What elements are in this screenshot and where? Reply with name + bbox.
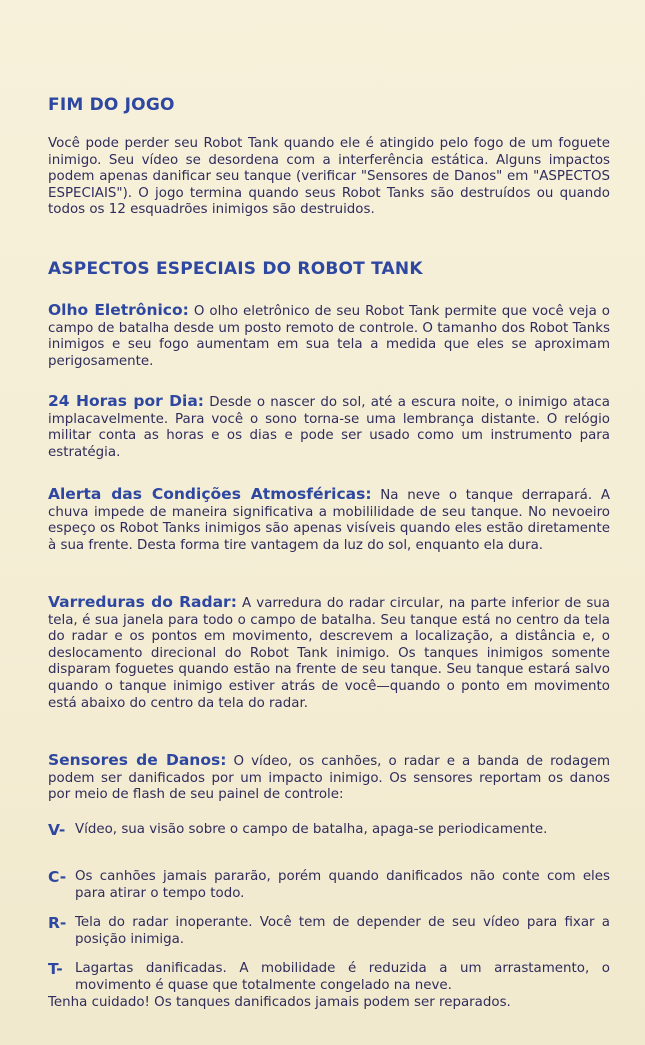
damage-item-letter: T- — [48, 960, 63, 978]
damage-item-text: Tela do radar inoperante. Você tem de depender de seu vídeo para fixar a posição inimiga. — [75, 915, 610, 947]
section-damage-sensors — [48, 752, 610, 804]
section-term: Olho Eletrônico: — [48, 301, 189, 319]
section-radar-sweeps — [48, 594, 610, 712]
damage-item-text: Os canhões jamais pararão, porém quando danificados não conte com eles para atirar o tempo todo. — [75, 869, 610, 901]
special-features-title: ASPECTOS ESPECIAIS DO ROBOT TANK — [48, 259, 423, 279]
section-weather-alert — [48, 486, 610, 554]
section-text: O vídeo, os canhões, o radar e a banda de rodagem podem ser danificados por um impacto inimigo. Os sensores reportam os danos por meio de flash de seu painel de controle: — [48, 754, 610, 803]
closing-warning: Tenha cuidado! Os tanques danificados jamais podem ser reparados. — [48, 995, 511, 1010]
section-text: O olho eletrônico de seu Robot Tank permite que você veja o campo de batalha desde um posto remoto de controle. O tamanho dos Robot Tanks inimigos e seu fogo aumentam em sua tela a medida que eles se aproximam perigosamente. — [48, 304, 610, 369]
section-text: A varredura do radar circular, na parte inferior de sua tela, é sua janela para todo o campo de batalha. Seu tanque está no centro da tela do radar e os pontos em movimento, descrevem a localização, a distância e, o deslocamento direcional do Robot Tank inimigo. Os tanques inimigos somente disparam foguetes quando estão na frente de seu tanque. Seu tanque estará salvo quando o tanque inimigo estiver atrás de você—quando o ponto em movimento está abaixo do centro da tela do radar. — [48, 596, 610, 711]
damage-item-letter: C- — [48, 868, 67, 886]
damage-item-letter: V- — [48, 821, 66, 839]
damage-item-cannons — [48, 869, 610, 902]
damage-item-text: Lagartas danificadas. A mobilidade é reduzida a um arrastamento, o movimento é quase que totalmente congelado na neve. — [75, 961, 610, 993]
damage-item-radar — [48, 915, 610, 948]
section-term: 24 Horas por Dia: — [48, 392, 204, 410]
damage-item-treads — [48, 961, 610, 994]
damage-item-text: Vídeo, sua visão sobre o campo de batalha, apaga-se periodicamente. — [75, 822, 548, 837]
damage-item-video — [48, 822, 610, 839]
section-text: Desde o nascer do sol, até a escura noite, o inimigo ataca implacavelmente. Para você o sono torna-se uma lembrança distante. O relógio militar conta as horas e os dias e pode ser usado como um instrumento para estratégia. — [48, 395, 610, 460]
damage-item-letter: R- — [48, 914, 67, 932]
end-game-title: FIM DO JOGO — [48, 95, 175, 115]
section-term: Alerta das Condições Atmosféricas: — [48, 485, 372, 503]
section-term: Varreduras do Radar: — [48, 593, 237, 611]
section-24-hours — [48, 393, 610, 461]
section-term: Sensores de Danos: — [48, 751, 227, 769]
section-electronic-eye — [48, 302, 610, 370]
section-text: Na neve o tanque derrapará. A chuva impede de maneira significativa a mobililidade de seu tanque. No nevoeiro espeço os Robot Tanks inimigos são apenas visíveis quando eles estão diretamente à sua frente. Desta forma tire vantagem da luz do sol, enquanto ela dura. — [48, 488, 610, 553]
end-game-body: Você pode perder seu Robot Tank quando ele é atingido pelo fogo de um foguete inimigo. Seu vídeo se desordena com a interferência estática. Alguns impactos podem apenas danificar seu tanque (verificar "Sensores de Danos" em "ASPECTOS ESPECIAIS"). O jogo termina quando seus Robot Tanks são destruídos ou quando todos os 12 esquadrões inimigos são destruidos. — [48, 136, 610, 218]
